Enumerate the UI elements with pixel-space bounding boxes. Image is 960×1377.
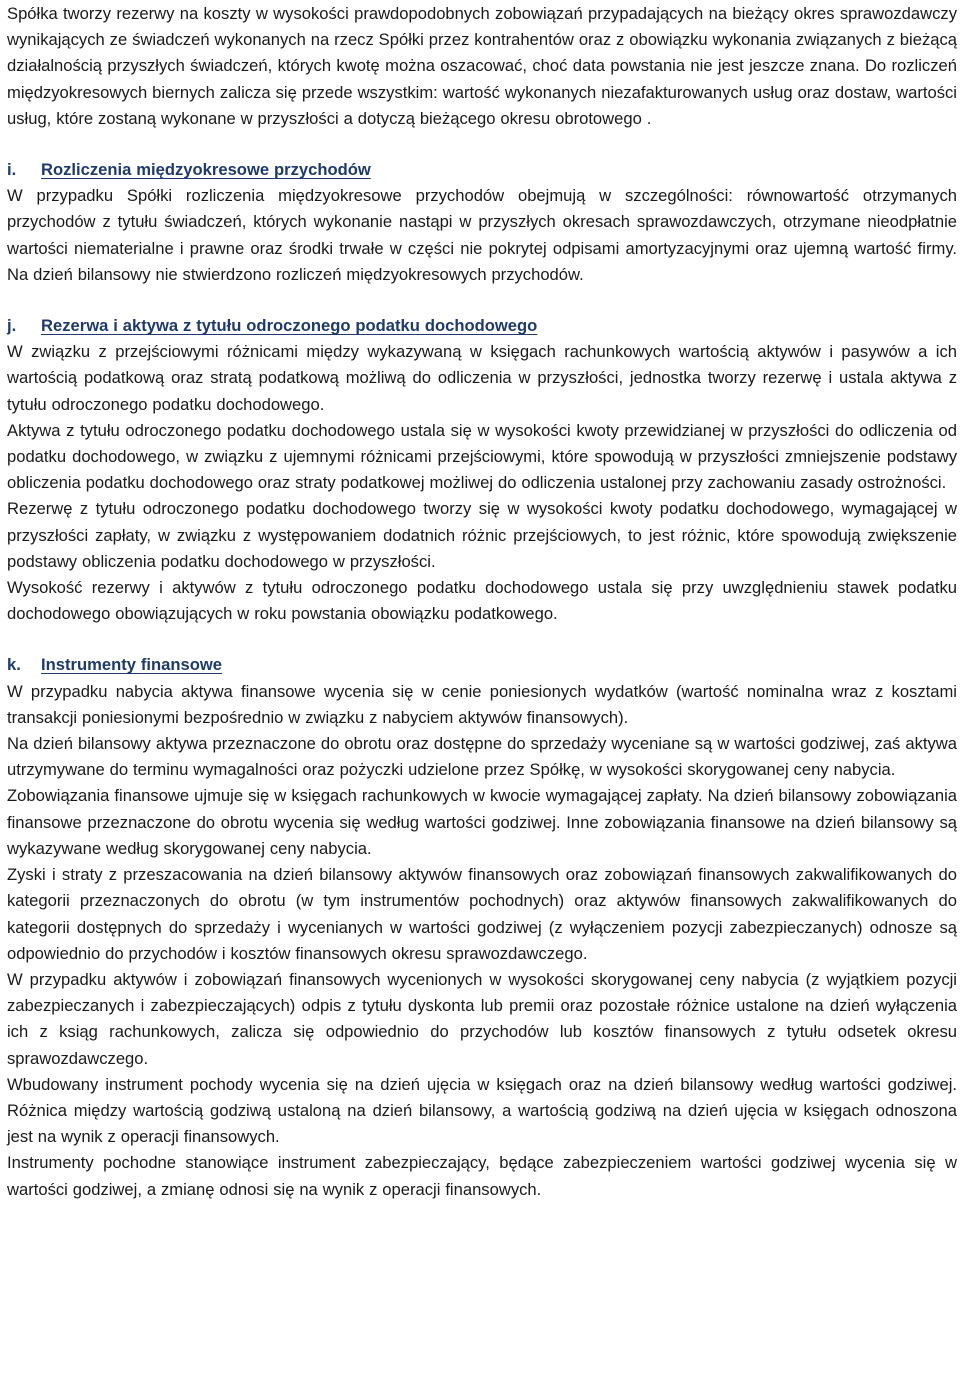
section-k-paragraph-1: W przypadku nabycia aktywa finansowe wycenia się w cenie poniesionych wydatków (wartość nominalna wraz z kosztami transakcji poniesionymi bezpośrednio w związku z nabyciem aktywów finansowych).: [7, 681, 957, 727]
section-i-letter: i.: [7, 160, 17, 180]
section-k-paragraph-4: Zyski i straty z przeszacowania na dzień bilansowy aktywów finansowych oraz zobowiązań finansowych zakwalifikowanych do kategorii przeznaczonych do obrotu (w tym instrumentów pochodnych) oraz aktywów finansowych zakwalifikowanych do kategorii dostępnych do sprzedaży i wycenianych w wartości godziwej (z wyłączeniem pozycji zabezpieczanych) odnosze są odpowiednio do przychodów i kosztów finansowych okresu sprawozdawczego.: [7, 865, 957, 963]
section-k-paragraph-7: Instrumenty pochodne stanowiące instrument zabezpieczający, będące zabezpieczeniem wartości godziwej wycenia się w wartości godziwej, a zmianę odnosi się na wynik z operacji finansowych.: [7, 1153, 957, 1199]
section-k-title: Instrumenty finansowe: [41, 655, 223, 675]
section-j-paragraph-2: Aktywa z tytułu odroczonego podatku dochodowego ustala się w wysokości kwoty przewidzianej w przyszłości do odliczenia od podatku dochodowego, w związku z ujemnymi różnicami przejściowymi, które spowodują w przyszłości zmniejszenie podstawy obliczenia podatku dochodowego oraz straty podatkowej możliwej do odliczenia ustalonej przy zachowaniu zasady ostrożności.: [7, 420, 957, 493]
section-j-paragraph-4: Wysokość rezerwy i aktywów z tytułu odroczonego podatku dochodowego ustala się przy uwzględnieniu stawek podatku dochodowego obowiązujących w roku powstania obowiązku podatkowego.: [7, 578, 957, 624]
section-j-title: Rezerwa i aktywa z tytułu odroczonego podatku dochodowego: [41, 316, 538, 336]
section-i-title: Rozliczenia międzyokresowe przychodów: [41, 160, 371, 180]
section-i-heading: [7, 157, 957, 183]
section-i: [7, 157, 957, 288]
section-k-paragraph-3: Zobowiązania finansowe ujmuje się w księgach rachunkowych w kwocie wymagającej zapłaty. Na dzień bilansowy zobowiązania finansowe przeznaczone do obrotu wycenia się według wartości godziwej. Inne zobowiązania finansowe na dzień bilansowy są wykazywane według skorygowanej ceny nabycia.: [7, 786, 957, 858]
section-k-paragraph-6: Wbudowany instrument pochody wycenia się na dzień ujęcia w księgach oraz na dzień bilansowy według wartości godziwej. Różnica między wartością godziwą ustaloną na dzień bilansowy, a wartością godziwą na dzień ujęcia w księgach odnoszona jest na wynik z operacji finansowych.: [7, 1074, 957, 1147]
section-k-paragraph-2: Na dzień bilansowy aktywa przeznaczone do obrotu oraz dostępne do sprzedaży wyceniane są w wartości godziwej, zaś aktywa utrzymywane do terminu wymagalności oraz pożyczki udzielone przez Spółkę, w wysokości skorygowanej ceny nabycia.: [7, 734, 957, 780]
section-j-letter: j.: [7, 316, 17, 336]
section-k-heading: [7, 652, 957, 678]
section-j-paragraph-3: Rezerwę z tytułu odroczonego podatku dochodowego tworzy się w wysokości kwoty podatku dochodowego, wymagającej w przyszłości zapłaty, w związku z występowaniem dodatnich różnic przejściowych, to jest różnic, które spowodują zwiększenie podstawy obliczenia podatku dochodowego w przyszłości.: [7, 499, 957, 571]
section-i-paragraph: W przypadku Spółki rozliczenia międzyokresowe przychodów obejmują w szczególności: równowartość otrzymanych przychodów z tytułu świadczeń, których wykonanie nastąpi w przyszłych okresach sprawozdawczych, otrzymane nieodpłatnie wartości niematerialne i prawne oraz środki trwałe w części nie pokrytej odpisami amortyzacyjnymi oraz ujemną wartość firmy. Na dzień bilansowy nie stwierdzono rozliczeń międzyokresowych przychodów.: [7, 186, 957, 284]
section-k-letter: k.: [7, 655, 21, 675]
section-j: [7, 313, 957, 627]
section-j-paragraph-1: W związku z przejściowymi różnicami między wykazywaną w księgach rachunkowych wartością aktywów i pasywów a ich wartością podatkową oraz stratą podatkową możliwą do odliczenia w przyszłości, jednostka tworzy rezerwę i ustala aktywa z tytułu odroczonego podatku dochodowego.: [7, 342, 957, 414]
section-k: [7, 652, 957, 1202]
section-k-paragraph-5: W przypadku aktywów i zobowiązań finansowych wycenionych w wysokości skorygowanej ceny nabycia (z wyjątkiem pozycji zabezpieczanych i zabezpieczających) odpis z tytułu dyskonta lub premii oraz pozostałe różnice ustalone na dzień wyłączenia ich z ksiąg rachunkowych, zalicza się odpowiednio do przychodów lub kosztów finansowych z tytułu odsetek okresu sprawozdawczego.: [7, 969, 957, 1068]
intro-paragraph: Spółka tworzy rezerwy na koszty w wysokości prawdopodobnych zobowiązań przypadających na bieżący okres sprawozdawczy wynikających ze świadczeń wykonanych na rzecz Spółki przez kontrahentów oraz z obowiązku wykonania związanych z bieżącą działalnością przyszłych świadczeń, których kwotę można oszacować, choć data powstania nie jest jeszcze znana. Do rozliczeń międzyokresowych biernych zalicza się przede wszystkim: wartość wykonanych niezafakturowanych usług oraz dostaw, wartości usług, które zostaną wykonane w przyszłości a dotyczą bieżącego okresu obrotowego .: [7, 4, 957, 128]
section-j-heading: [7, 313, 957, 339]
document-page: [7, 0, 957, 1203]
